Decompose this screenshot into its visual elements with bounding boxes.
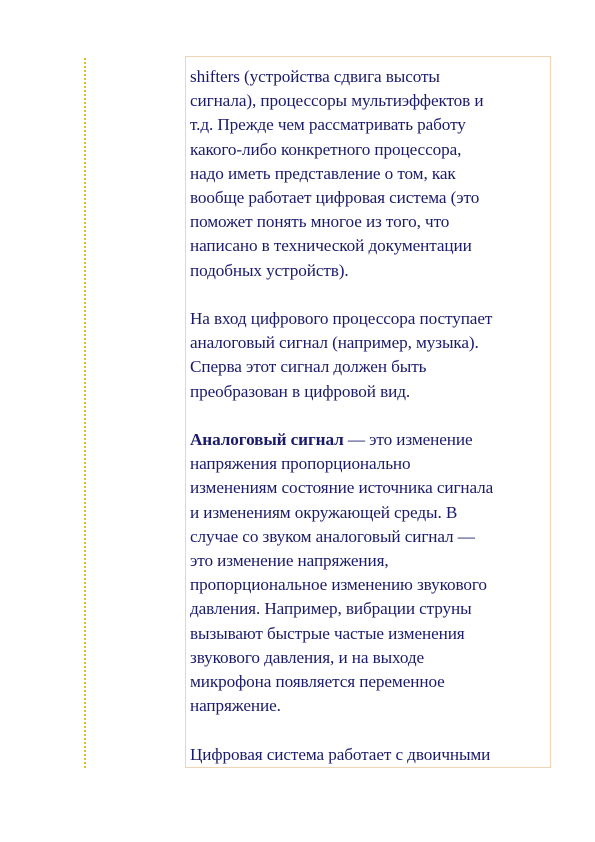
text-line: Сперва этот сигнал должен быть: [190, 357, 427, 377]
text-line: изменениям состояние источника сигнала: [190, 478, 494, 498]
text-line: shifters (устройства сдвига высоты: [190, 67, 440, 86]
text-line: вызывают быстрые частые изменения: [190, 623, 465, 643]
text-line: преобразован в цифровой вид.: [190, 381, 411, 401]
text-line: Цифровая система работает с двоичными: [190, 744, 491, 764]
text-line: напряжение.: [190, 696, 281, 716]
text-frame: [185, 56, 551, 768]
text-line: [190, 428, 551, 452]
text-line: т.д. Прежде чем рассматривать работу: [190, 115, 466, 135]
term-definition-start: — это изменение: [343, 430, 473, 450]
text-line: напряжения пропорционально: [190, 454, 411, 474]
text-line: пропорциональное изменению звукового: [190, 575, 487, 595]
text-line: и изменениям окружающей среды. В: [190, 502, 458, 522]
text-line: какого-либо конкретного процессора,: [190, 139, 462, 159]
text-line: случае со звуком аналоговый сигнал —: [190, 526, 475, 546]
text-line: звукового давления, и на выходе: [190, 647, 425, 667]
text-line: На вход цифрового процессора поступает: [190, 309, 493, 329]
margin-guide-line: [84, 58, 86, 768]
text-line: аналоговый сигнал (например, музыка).: [190, 333, 479, 353]
text-line: поможет понять многое из того, что: [190, 212, 450, 232]
text-line: сигнала), процессоры мультиэффектов и: [190, 91, 484, 111]
body-text: [190, 65, 551, 768]
defined-term: Аналоговый сигнал: [190, 430, 344, 450]
text-line: микрофона появляется переменное: [190, 672, 445, 692]
text-line: давления. Например, вибрации струны: [190, 599, 472, 619]
paragraph-2: [190, 307, 551, 404]
text-line: написано в технической документации: [190, 236, 472, 256]
paragraph-1: [190, 65, 551, 283]
text-line: надо иметь представление о том, как: [190, 163, 456, 183]
paragraph-4: [190, 743, 551, 767]
text-line: подобных устройств).: [190, 260, 349, 280]
paragraph-3: [190, 428, 551, 718]
text-line: вообще работает цифровая система (это: [190, 188, 480, 208]
text-line: это изменение напряжения,: [190, 551, 389, 571]
